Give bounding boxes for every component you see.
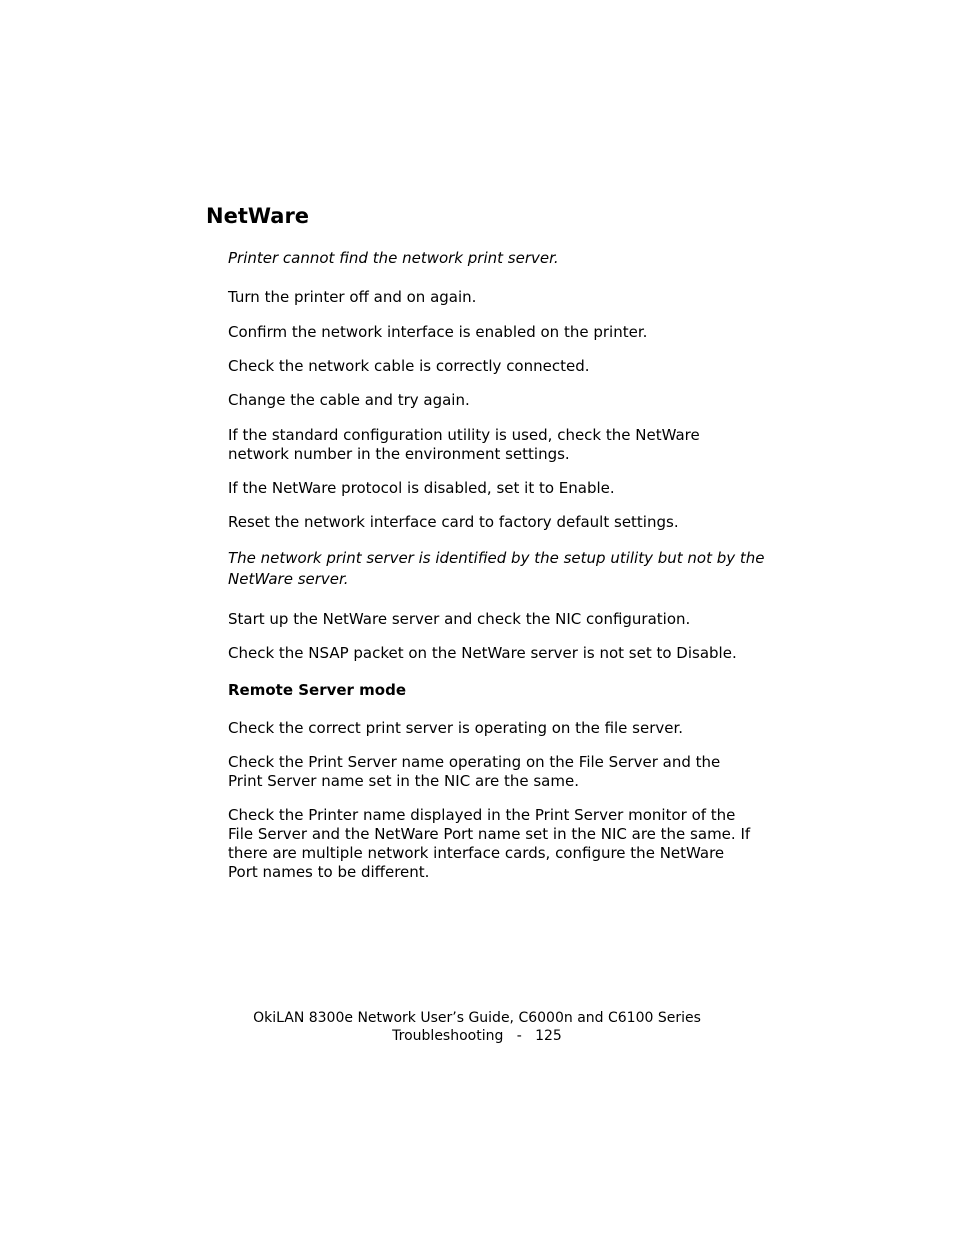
solution-2-2: Check the NSAP packet on the NetWare server is not set to Disable. <box>228 644 737 662</box>
remote-server-item-3: Check the Printer name displayed in the Print Server monitor of the File Server and the NetWare Port name set in the NIC are the same. If there are multiple network interface cards, configure the NetWare Port names to be different. <box>228 806 751 881</box>
footer-page-number: Troubleshooting - 125 <box>392 1028 562 1044</box>
footer-guide-title: OkiLAN 8300e Network User’s Guide, C6000n and C6100 Series <box>253 1010 701 1026</box>
solution-1-3: Check the network cable is correctly connected. <box>228 357 590 375</box>
remote-server-item-2: Check the Print Server name operating on the File Server and the Print Server name set in the NIC are the same. <box>228 753 721 790</box>
problem-heading-1: Printer cannot find the network print server. <box>228 249 559 267</box>
solution-1-4: Change the cable and try again. <box>228 391 470 409</box>
solution-1-1: Turn the printer off and on again. <box>228 288 477 306</box>
solution-1-5: If the standard configuration utility is used, check the NetWare network number in the environment settings. <box>228 426 700 463</box>
problem-heading-2: The network print server is identified by the setup utility but not by the NetWare server. <box>228 549 765 588</box>
solution-1-6: If the NetWare protocol is disabled, set it to Enable. <box>228 479 615 497</box>
remote-server-title: Remote Server mode <box>228 681 407 699</box>
solution-1-2: Confirm the network interface is enabled on the printer. <box>228 323 648 341</box>
solution-1-7: Reset the network interface card to factory default settings. <box>228 513 679 531</box>
section-title: NetWare <box>206 204 310 228</box>
solution-2-1: Start up the NetWare server and check the NIC configuration. <box>228 610 691 628</box>
remote-server-item-1: Check the correct print server is operating on the file server. <box>228 719 684 737</box>
